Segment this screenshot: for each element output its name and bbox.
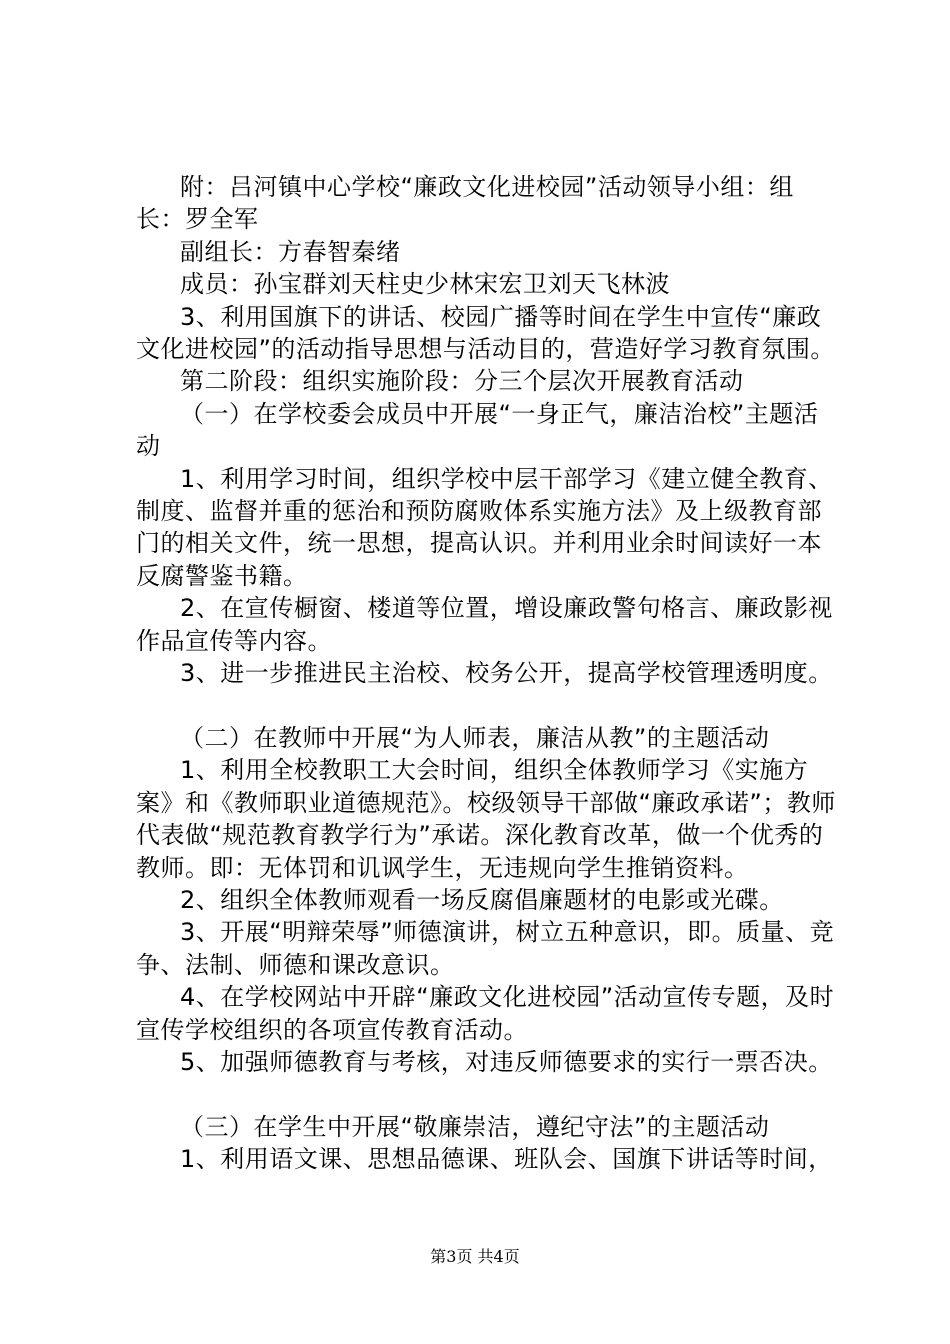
paragraph-section-one-item-3: 3、进一步推进民主治校、校务公开，提高学校管理透明度。 <box>180 659 833 688</box>
paragraph-stage-two: 第二阶段：组织实施阶段：分三个层次开展教育活动 <box>180 367 744 396</box>
paragraph-section-three-item-1: 1、利用语文课、思想品德课、班队会、国旗下讲话等时间， <box>180 1145 833 1174</box>
page-footer <box>0 1247 950 1267</box>
paragraph-section-two-item-1: 1、利用全校教职工大会时间，组织全体教师学习《实施方案》和《教师职业道德规范》。校级领导干部做“廉政承诺”；教师代表做“规范教育教学行为”承诺。深化教育改革，做一个优秀的教师。即：无体罚和讥讽学生，无违规向学生推销资料。 <box>136 756 836 882</box>
page-number-label: 第3页 共4页 <box>430 1247 520 1266</box>
paragraph-leadership-group: 附：吕河镇中心学校“廉政文化进校园”活动领导小组：组长：罗全军 <box>136 173 794 234</box>
paragraph-section-two-item-2: 2、组织全体教师观看一场反腐倡廉题材的电影或光碟。 <box>180 885 784 914</box>
paragraph-section-one-item-1: 1、利用学习时间，组织学校中层干部学习《建立健全教育、制度、监督并重的惩治和预防腐败体系实施方法》及上级教育部门的相关文件，统一思想，提高认识。并利用业余时间读好一本反腐警鉴书籍。 <box>136 464 833 590</box>
paragraph-spacer <box>136 690 836 722</box>
heading-section-two: （二）在教师中开展“为人师表，廉洁从教”的主题活动 <box>180 723 770 752</box>
paragraph-section-one-item-2: 2、在宣传橱窗、楼道等位置，增设廉政警句格言、廉政影视作品宣传等内容。 <box>136 594 833 655</box>
heading-section-three: （三）在学生中开展“敬廉崇洁，遵纪守法”的主题活动 <box>180 1112 770 1141</box>
heading-section-one: （一）在学校委会成员中开展“一身正气，廉洁治校”主题活动 <box>136 399 819 461</box>
paragraph-section-two-item-5: 5、加强师德教育与考核，对违反师德要求的实行一票否决。 <box>180 1047 833 1076</box>
paragraph-section-two-item-3: 3、开展“明辩荣辱”师德演讲，树立五种意识，即。质量、竞争、法制、师德和课改意识。 <box>136 918 835 979</box>
paragraph-members: 成员：孙宝群刘天柱史少林宋宏卫刘天飞林波 <box>180 270 670 299</box>
paragraph-spacer <box>136 1078 836 1110</box>
paragraph-item-3-broadcast: 3、利用国旗下的讲话、校园广播等时间在学生中宣传“廉政文化进校园”的活动指导思想与活动目的，营造好学习教育氛围。 <box>136 302 835 364</box>
paragraph-deputy-leader: 副组长：方春智秦绪 <box>180 237 401 266</box>
document-body <box>136 171 836 1176</box>
paragraph-section-two-item-4: 4、在学校网站中开辟“廉政文化进校园”活动宣传专题，及时宣传学校组织的各项宣传教育活动。 <box>136 983 835 1044</box>
